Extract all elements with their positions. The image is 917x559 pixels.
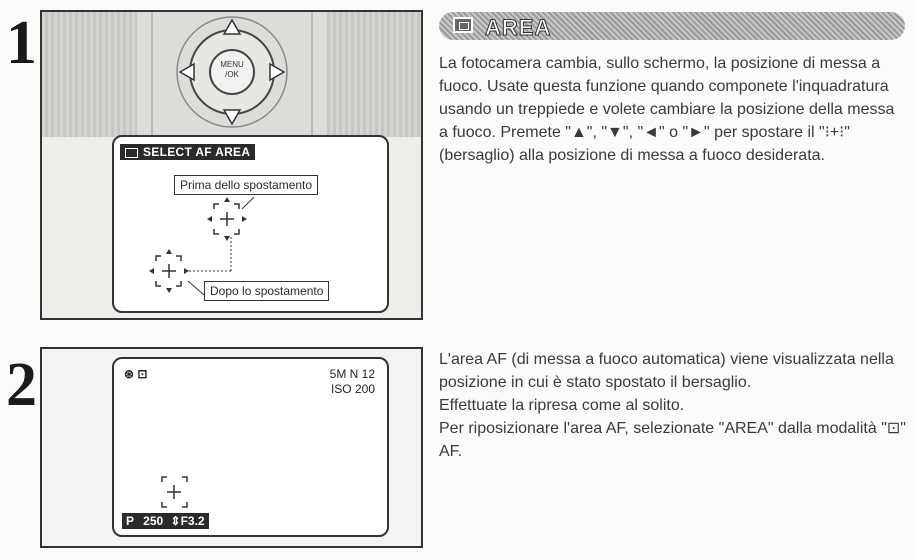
lcd-screen-select-af (112, 135, 389, 313)
section-body (439, 52, 907, 167)
quality-indicator: 5M N 12 (329, 367, 375, 381)
callout-after: Dopo lo spostamento (204, 281, 329, 301)
section-body-text: La fotocamera cambia, sullo schermo, la posizione di messa a fuoco. Usate questa funzione quando componete l'inquadratura usando un treppiede e volete cambiare la posizione della messa a fuoco. Premete "▲", "▼", "◄" o "►" per spostare il "⁝+⁝" (bersaglio) alla posizione di messa a fuoco desiderata. (439, 55, 895, 164)
mode-indicator: P (126, 514, 134, 528)
lcd-title-text: SELECT AF AREA (143, 145, 251, 159)
shutter-speed: 250 (143, 514, 164, 528)
aperture-value: F3.2 (180, 514, 205, 528)
step-number-1: 1 (6, 9, 37, 77)
step2-figure (40, 347, 423, 548)
step-number-2: 2 (6, 351, 37, 419)
af-frame-icon (114, 359, 391, 539)
top-left-icons: ⊛ ⊡ (124, 367, 148, 381)
section-heading-band (439, 12, 905, 40)
step1-figure (40, 10, 423, 320)
step2-paragraph-3: Per riposizionare l'area AF, selezionate "AREA" dalla modalità "⊡" AF. (439, 420, 906, 460)
section-heading: AREA (485, 15, 552, 40)
step2-body (439, 348, 909, 463)
iso-indicator: ISO 200 (330, 382, 375, 396)
step2-paragraph-1: L'area AF (di messa a fuoco automatica) viene visualizzata nella posizione in cui è stato spostato il bersaglio. (439, 351, 894, 391)
exposure-bar (122, 513, 209, 529)
camera-back-photo (42, 12, 421, 137)
af-area-badge-icon (453, 17, 473, 33)
step2-paragraph-2: Effettuate la ripresa come al solito. (439, 397, 685, 414)
aperture-icon: ⇕ (170, 514, 181, 528)
menu-ok-button-label: MENU /OK (220, 60, 244, 79)
lcd-screen-shooting (112, 357, 389, 537)
callout-before: Prima dello spostamento (174, 175, 318, 195)
